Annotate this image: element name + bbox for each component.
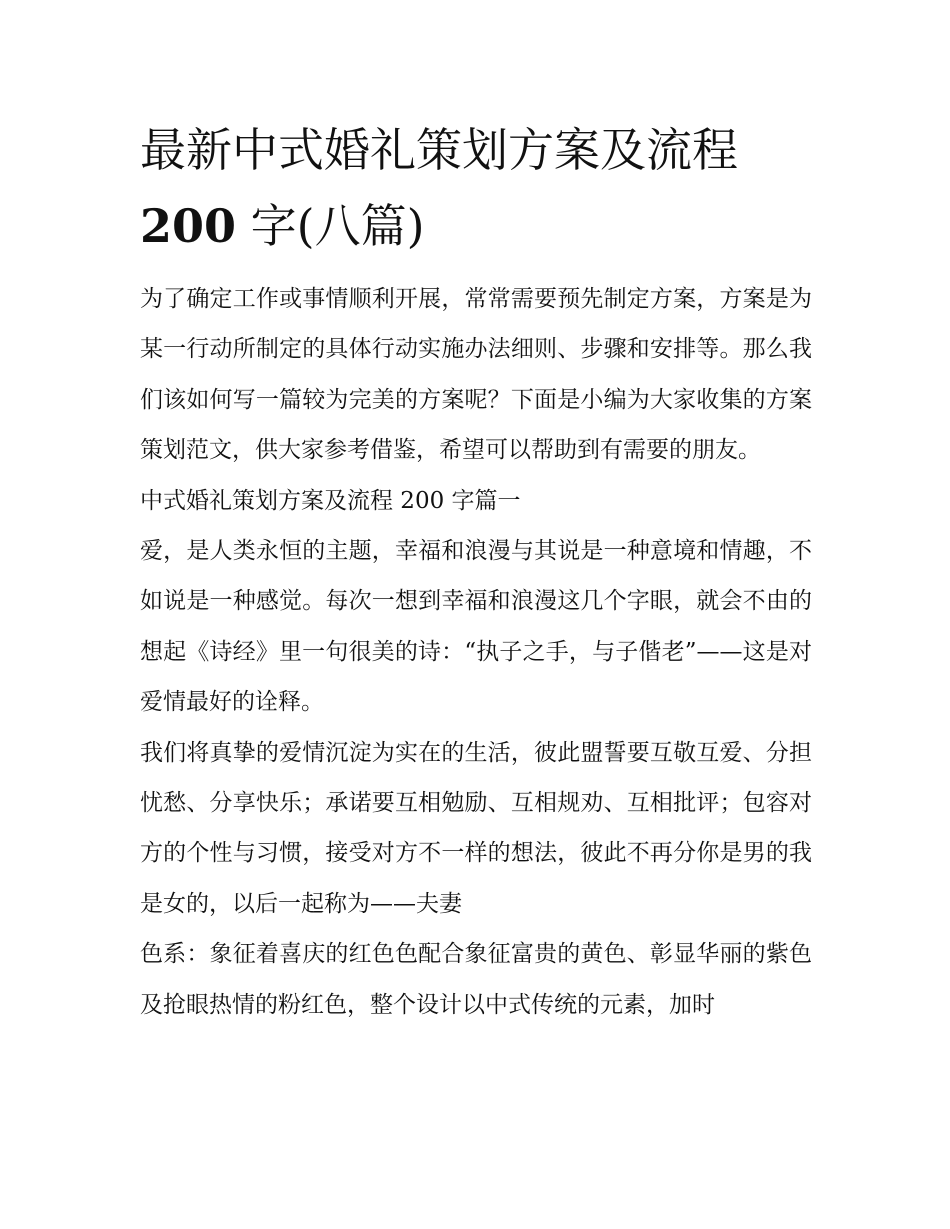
section-heading: 中式婚礼策划方案及流程 200 字篇一: [140, 487, 521, 514]
document-page: [140, 112, 812, 1030]
title-number: 200: [140, 199, 237, 253]
title-line-2: 字(八篇): [236, 199, 425, 253]
document-title: [140, 112, 812, 264]
intro-paragraph: 为了确定工作或事情顺利开展，常常需要预先制定方案，方案是为某一行动所制定的具体行动实施办法细则、步骤和安排等。那么我们该如何写一篇较为完美的方案呢？下面是小编为大家收集的方案策划范文，供大家参考借鉴，希望可以帮助到有需要的朋友。: [140, 286, 812, 464]
body-paragraph-colors: 色系：象征着喜庆的红色色配合象征富贵的黄色、彰显华丽的紫色及抢眼热情的粉红色，整个设计以中式传统的元素，加时: [140, 941, 812, 1018]
title-line-1: 最新中式婚礼策划方案及流程: [140, 123, 738, 177]
body-paragraph-vows: 我们将真挚的爱情沉淀为实在的生活，彼此盟誓要互敬互爱、分担忧愁、分享快乐；承诺要互相勉励、互相规劝、互相批评；包容对方的个性与习惯，接受对方不一样的想法，彼此不再分你是男的我是女的，以后一起称为——夫妻: [140, 739, 812, 917]
body-paragraph-love: 爱，是人类永恒的主题，幸福和浪漫与其说是一种意境和情趣，不如说是一种感觉。每次一想到幸福和浪漫这几个字眼，就会不由的想起《诗经》里一句很美的诗：“执子之手，与子偕老”——这是对爱情最好的诠释。: [140, 538, 812, 716]
